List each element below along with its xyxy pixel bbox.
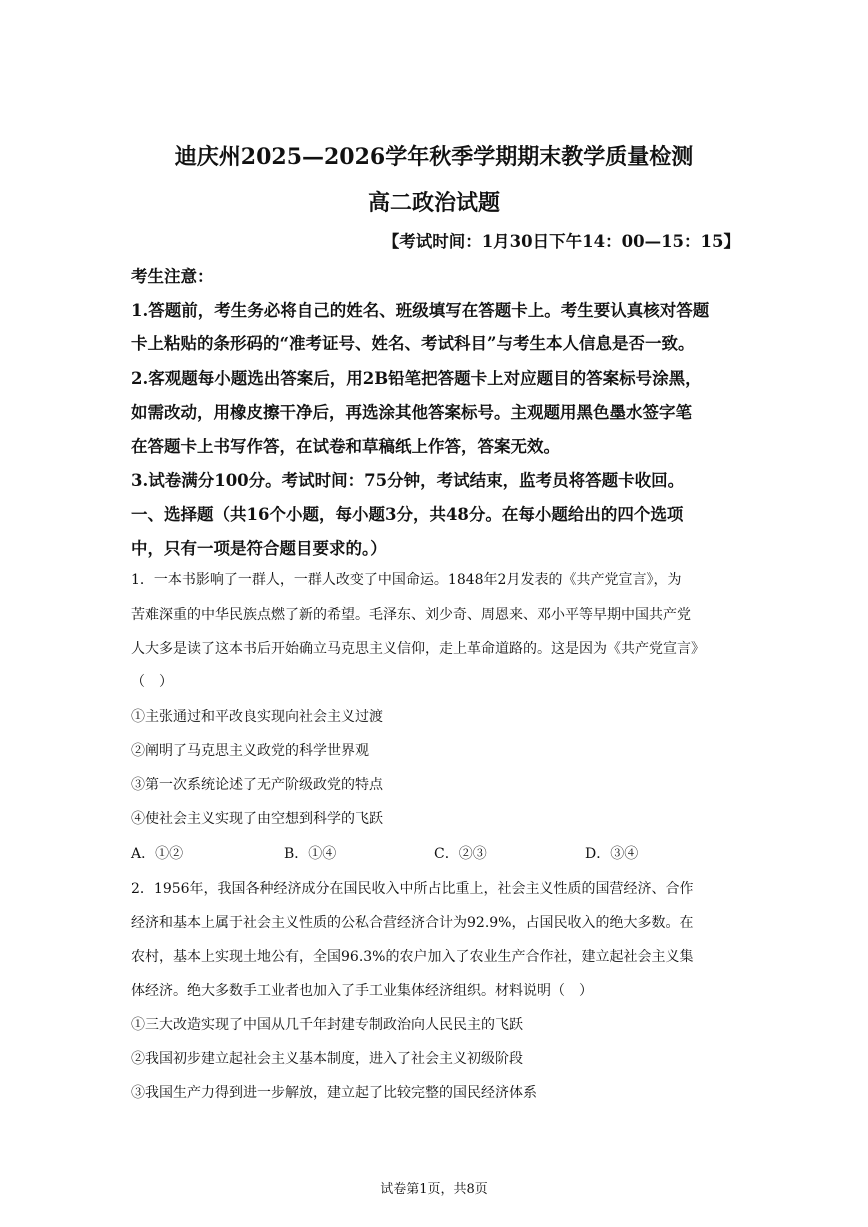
question-1-option-b: B．①④ <box>284 846 337 862</box>
question-1-option-d: D．③④ <box>585 846 639 862</box>
exam-time: 【考试时间：1月30日下午14：00—15：15】 <box>382 232 740 251</box>
notice-line: 卡上粘贴的条形码的“准考证号、姓名、考试科目”与考生本人信息是否一致。 <box>131 334 695 353</box>
page-footer: 试卷第1页，共8页 <box>380 1182 488 1197</box>
notice-line: 2.客观题每小题选出答案后，用2B铅笔把答题卡上对应题目的答案标号涂黑， <box>131 369 702 388</box>
section-heading: 一、选择题（共16个小题，每小题3分，共48分。在每小题给出的四个选项 <box>131 505 684 524</box>
section-heading: 中，只有一项是符合题目要求的。） <box>131 539 387 558</box>
question-1-stem: 苦难深重的中华民族点燃了新的希望。毛泽东、刘少奇、周恩来、邓小平等早期中国共产党 <box>131 607 691 623</box>
notice-heading: 考生注意： <box>131 267 214 286</box>
notice-line: 3.试卷满分100分。考试时间：75分钟，考试结束，监考员将答题卡收回。 <box>131 471 685 490</box>
notice-line: 1.答题前，考生务必将自己的姓名、班级填写在答题卡上。考生要认真核对答题 <box>131 301 710 320</box>
question-2-item: ③我国生产力得到进一步解放，建立起了比较完整的国民经济体系 <box>131 1085 537 1101</box>
question-1-item: ②阐明了马克思主义政党的科学世界观 <box>131 743 369 759</box>
question-1-option-c: C．②③ <box>434 846 487 862</box>
question-1-item: ①主张通过和平改良实现向社会主义过渡 <box>131 709 383 725</box>
question-2-stem: 经济和基本上属于社会主义性质的公私合营经济合计为92.9%，占国民收入的绝大多数。在 <box>131 915 694 931</box>
question-1-option-a: A．①② <box>131 846 184 862</box>
question-2-stem: 2．1956年，我国各种经济成分在国民收入中所占比重上，社会主义性质的国营经济、合作 <box>131 881 694 897</box>
exam-title: 迪庆州2025—2026学年秋季学期期末教学质量检测 <box>174 144 694 170</box>
notice-line: 如需改动，用橡皮擦干净后，再选涂其他答案标号。主观题用黑色墨水签字笔 <box>131 403 692 422</box>
question-1-item: ③第一次系统论述了无产阶级政党的特点 <box>131 777 383 793</box>
question-2-stem: 农村，基本上实现土地公有，全国96.3%的农户加入了农业生产合作社，建立起社会主义集 <box>131 949 694 965</box>
question-2-item: ②我国初步建立起社会主义基本制度，进入了社会主义初级阶段 <box>131 1051 523 1067</box>
question-1-stem: 1．一本书影响了一群人，一群人改变了中国命运。1848年2月发表的《共产党宣言》，为 <box>131 572 682 588</box>
question-1-stem: （ ） <box>131 674 173 690</box>
question-1-item: ④使社会主义实现了由空想到科学的飞跃 <box>131 811 383 827</box>
question-2-item: ①三大改造实现了中国从几千年封建专制政治向人民民主的飞跃 <box>131 1017 523 1033</box>
question-1-stem: 人大多是读了这本书后开始确立马克思主义信仰，走上革命道路的。这是因为《共产党宣言》 <box>131 641 705 657</box>
notice-line: 在答题卡上书写作答，在试卷和草稿纸上作答，答案无效。 <box>131 437 560 456</box>
exam-subtitle: 高二政治试题 <box>367 190 500 216</box>
question-2-stem: 体经济。绝大多数手工业者也加入了手工业集体经济组织。材料说明（ ） <box>131 983 593 999</box>
